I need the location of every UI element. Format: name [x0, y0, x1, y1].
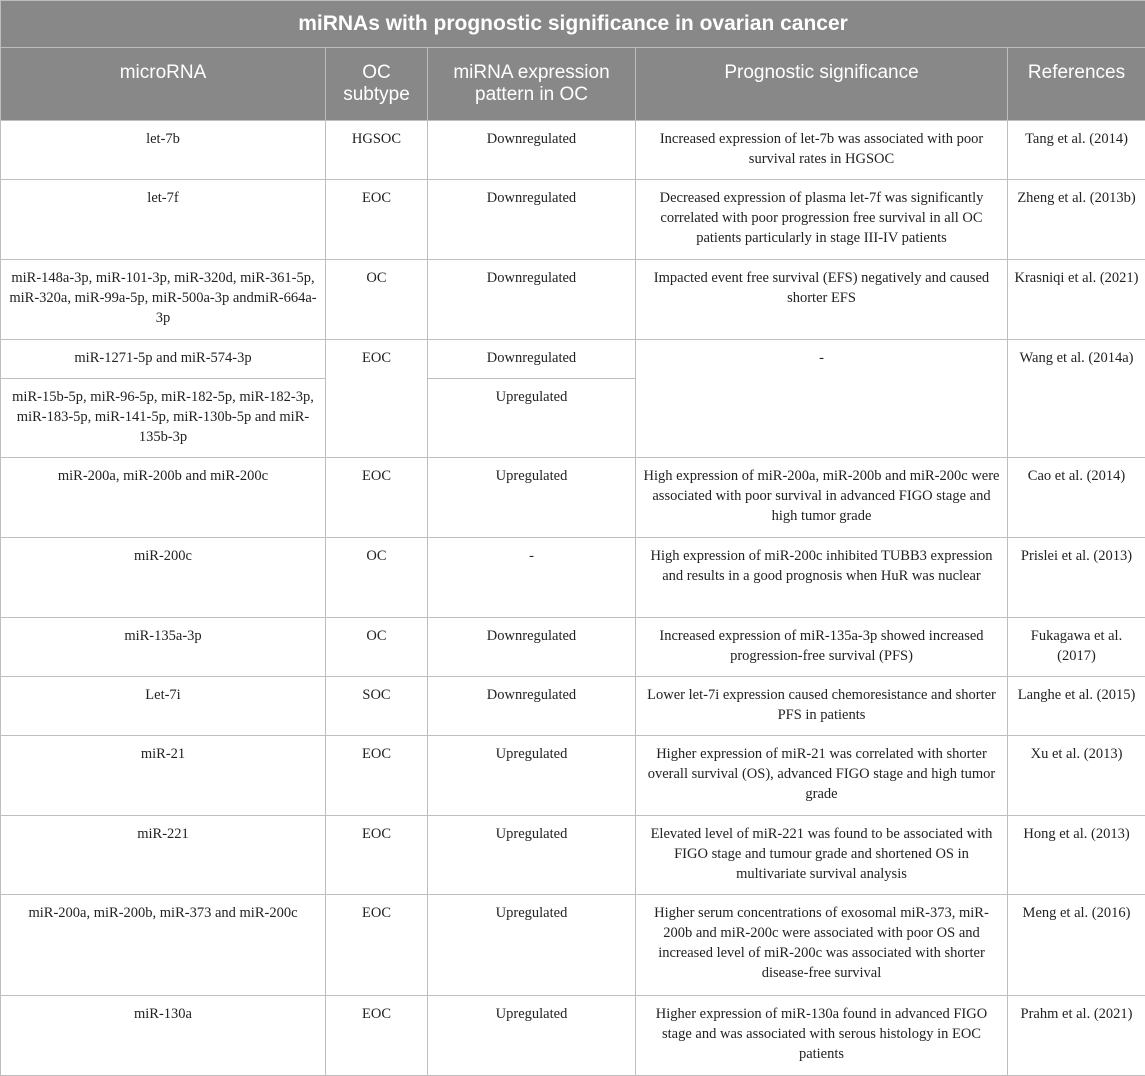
header-references: References [1008, 48, 1145, 121]
cell-microrna: miR-200a, miR-200b and miR-200c [1, 458, 326, 538]
cell-expression: - [428, 538, 636, 618]
cell-reference: Fukagawa et al. (2017) [1008, 618, 1145, 677]
cell-expression: Upregulated [428, 458, 636, 538]
cell-microrna: miR-200c [1, 538, 326, 618]
cell-reference: Prahm et al. (2021) [1008, 996, 1145, 1076]
cell-reference: Hong et al. (2013) [1008, 816, 1145, 895]
cell-subtype: OC [326, 538, 428, 618]
cell-microrna: miR-200a, miR-200b, miR-373 and miR-200c [1, 895, 326, 996]
cell-expression: Downregulated [428, 121, 636, 180]
cell-subtype: HGSOC [326, 121, 428, 180]
cell-expression: Downregulated [428, 618, 636, 677]
cell-expression: Upregulated [428, 816, 636, 895]
table-row [1, 618, 1145, 677]
table-row [1, 458, 1145, 538]
cell-prognostic: Decreased expression of plasma let-7f was significantly correlated with poor progression free survival in all OC patients particularly in stage III-IV patients [636, 180, 1008, 260]
table-row [1, 180, 1145, 260]
table-row [1, 996, 1145, 1076]
cell-reference: Tang et al. (2014) [1008, 121, 1145, 180]
cell-microrna: miR-221 [1, 816, 326, 895]
cell-microrna: let-7f [1, 180, 326, 260]
cell-expression: Downregulated [428, 340, 636, 379]
table-header-row [1, 48, 1145, 121]
table-title-row [1, 1, 1145, 48]
cell-reference: Xu et al. (2013) [1008, 736, 1145, 816]
cell-subtype: EOC [326, 996, 428, 1076]
cell-prognostic: Higher serum concentrations of exosomal miR-373, miR-200b and miR-200c were associated with poor OS and increased level of miR-200c was associated with shorter disease-free survival [636, 895, 1008, 996]
cell-subtype: EOC [326, 816, 428, 895]
cell-prognostic: Higher expression of miR-130a found in advanced FIGO stage and was associated with serous histology in EOC patients [636, 996, 1008, 1076]
cell-subtype: OC [326, 260, 428, 340]
cell-reference: Prislei et al. (2013) [1008, 538, 1145, 618]
cell-prognostic: High expression of miR-200a, miR-200b and miR-200c were associated with poor survival in advanced FIGO stage and high tumor grade [636, 458, 1008, 538]
cell-expression: Upregulated [428, 379, 636, 458]
cell-subtype: SOC [326, 677, 428, 736]
cell-prognostic: - [636, 340, 1008, 458]
table-row [1, 121, 1145, 180]
cell-microrna: miR-21 [1, 736, 326, 816]
cell-subtype: EOC [326, 180, 428, 260]
cell-microrna: miR-148a-3p, miR-101-3p, miR-320d, miR-361-5p, miR-320a, miR-99a-5p, miR-500a-3p andmiR-664a-3p [1, 260, 326, 340]
table-row [1, 736, 1145, 816]
header-oc-subtype: OC subtype [326, 48, 428, 121]
cell-subtype: EOC [326, 895, 428, 996]
cell-expression: Upregulated [428, 895, 636, 996]
cell-reference: Meng et al. (2016) [1008, 895, 1145, 996]
cell-reference: Krasniqi et al. (2021) [1008, 260, 1145, 340]
cell-reference: Zheng et al. (2013b) [1008, 180, 1145, 260]
header-prognostic-significance: Prognostic significance [636, 48, 1008, 121]
cell-prognostic: Elevated level of miR-221 was found to be associated with FIGO stage and tumour grade and shortened OS in multivariate survival analysis [636, 816, 1008, 895]
cell-microrna: let-7b [1, 121, 326, 180]
table-row [1, 538, 1145, 618]
cell-expression: Upregulated [428, 736, 636, 816]
cell-microrna: miR-15b-5p, miR-96-5p, miR-182-5p, miR-182-3p, miR-183-5p, miR-141-5p, miR-130b-5p and miR-135b-3p [1, 379, 326, 458]
cell-expression: Downregulated [428, 260, 636, 340]
cell-microrna: Let-7i [1, 677, 326, 736]
cell-microrna: miR-1271-5p and miR-574-3p [1, 340, 326, 379]
cell-subtype: OC [326, 618, 428, 677]
table-title: miRNAs with prognostic significance in ovarian cancer [1, 1, 1145, 48]
cell-subtype: EOC [326, 340, 428, 458]
table-row [1, 677, 1145, 736]
header-expression-pattern: miRNA expression pattern in OC [428, 48, 636, 121]
cell-microrna: miR-135a-3p [1, 618, 326, 677]
table-row [1, 816, 1145, 895]
cell-prognostic: Higher expression of miR-21 was correlated with shorter overall survival (OS), advanced FIGO stage and high tumor grade [636, 736, 1008, 816]
cell-expression: Upregulated [428, 996, 636, 1076]
cell-reference: Cao et al. (2014) [1008, 458, 1145, 538]
cell-expression: Downregulated [428, 677, 636, 736]
cell-prognostic: Increased expression of let-7b was associated with poor survival rates in HGSOC [636, 121, 1008, 180]
cell-reference: Langhe et al. (2015) [1008, 677, 1145, 736]
header-microrna: microRNA [1, 48, 326, 121]
cell-prognostic: Increased expression of miR-135a-3p showed increased progression-free survival (PFS) [636, 618, 1008, 677]
table-row [1, 895, 1145, 996]
cell-microrna: miR-130a [1, 996, 326, 1076]
table-row [1, 260, 1145, 340]
cell-subtype: EOC [326, 736, 428, 816]
cell-expression: Downregulated [428, 180, 636, 260]
cell-subtype: EOC [326, 458, 428, 538]
cell-reference: Wang et al. (2014a) [1008, 340, 1145, 458]
cell-prognostic: Lower let-7i expression caused chemoresistance and shorter PFS in patients [636, 677, 1008, 736]
cell-prognostic: High expression of miR-200c inhibited TUBB3 expression and results in a good prognosis when HuR was nuclear [636, 538, 1008, 618]
cell-prognostic: Impacted event free survival (EFS) negatively and caused shorter EFS [636, 260, 1008, 340]
table-row [1, 340, 1145, 379]
